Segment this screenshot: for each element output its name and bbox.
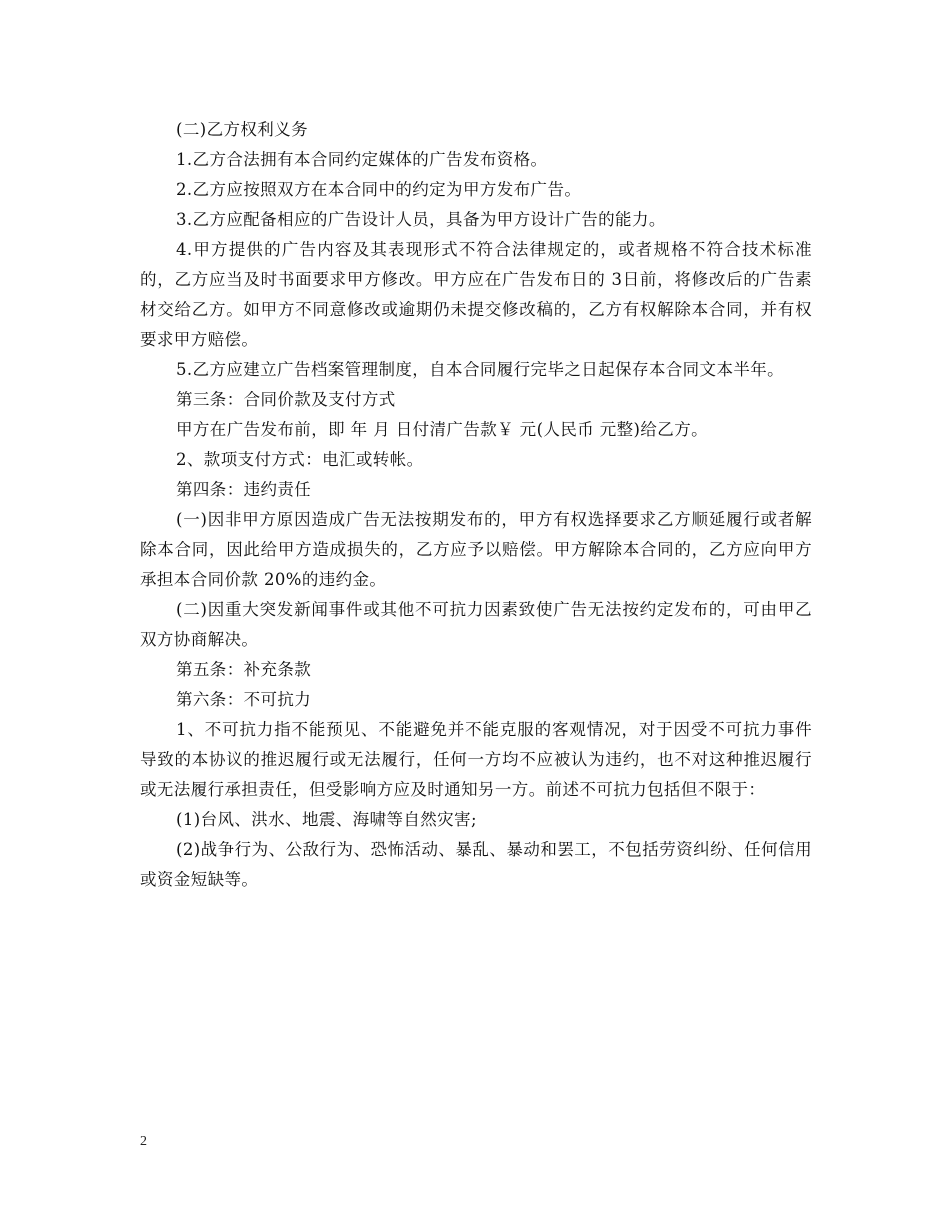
article-4-clause-2: (二)因重大突发新闻事件或其他不可抗力因素致使广告无法按约定发布的，可由甲乙双方协商解决。 [140,600,812,649]
article-6-heading: 第六条：不可抗力 [176,690,312,709]
force-majeure-item-1: (1)台风、洪水、地震、海啸等自然灾害; [176,810,477,829]
clause-b-2: 2.乙方应按照双方在本合同中的约定为甲方发布广告。 [176,180,582,199]
article-3-payment-term: 甲方在广告发布前，即 年 月 日付清广告款￥ 元(人民币 元整)给乙方。 [176,420,708,439]
page-number: 2 [140,1134,147,1149]
article-4-clause-1: (一)因非甲方原因造成广告无法按期发布的，甲方有权选择要求乙方顺延履行或者解除本合同，因此给甲方造成损失的，乙方应予以赔偿。甲方解除本合同的，乙方应向甲方承担本合同价款 20%的违约金。 [140,510,812,589]
clause-b-3: 3.乙方应配备相应的广告设计人员，具备为甲方设计广告的能力。 [176,210,666,229]
article-3-payment-method: 2、款项支付方式：电汇或转帐。 [176,450,424,469]
article-6-clause-1: 1、不可抗力指不能预见、不能避免并不能克服的客观情况，对于因受不可抗力事件导致的本协议的推迟履行或无法履行，任何一方均不应被认为违约，也不对这种推迟履行或无法履行承担责任，但受影响方应及时通知另一方。前述不可抗力包括但不限于： [140,720,812,799]
force-majeure-item-2: (2)战争行为、公敌行为、恐怖活动、暴乱、暴动和罢工，不包括劳资纠纷、任何信用或资金短缺等。 [140,840,812,889]
article-3-heading: 第三条：合同价款及支付方式 [176,390,396,409]
clause-b-5: 5.乙方应建立广告档案管理制度，自本合同履行完毕之日起保存本合同文本半年。 [176,360,785,379]
article-5-heading: 第五条：补充条款 [176,660,312,679]
document-body [140,115,812,895]
section-heading-party-b-rights: (二)乙方权利义务 [176,120,308,139]
clause-b-1: 1.乙方合法拥有本合同约定媒体的广告发布资格。 [176,150,548,169]
clause-b-4: 4.甲方提供的广告内容及其表现形式不符合法律规定的，或者规格不符合技术标准的，乙方应当及时书面要求甲方修改。甲方应在广告发布日的 3日前，将修改后的广告素材交给乙方。如甲方不同意修改或逾期仍未提交修改稿的，乙方有权解除本合同，并有权要求甲方赔偿。 [140,240,812,349]
article-4-heading: 第四条：违约责任 [176,480,312,499]
